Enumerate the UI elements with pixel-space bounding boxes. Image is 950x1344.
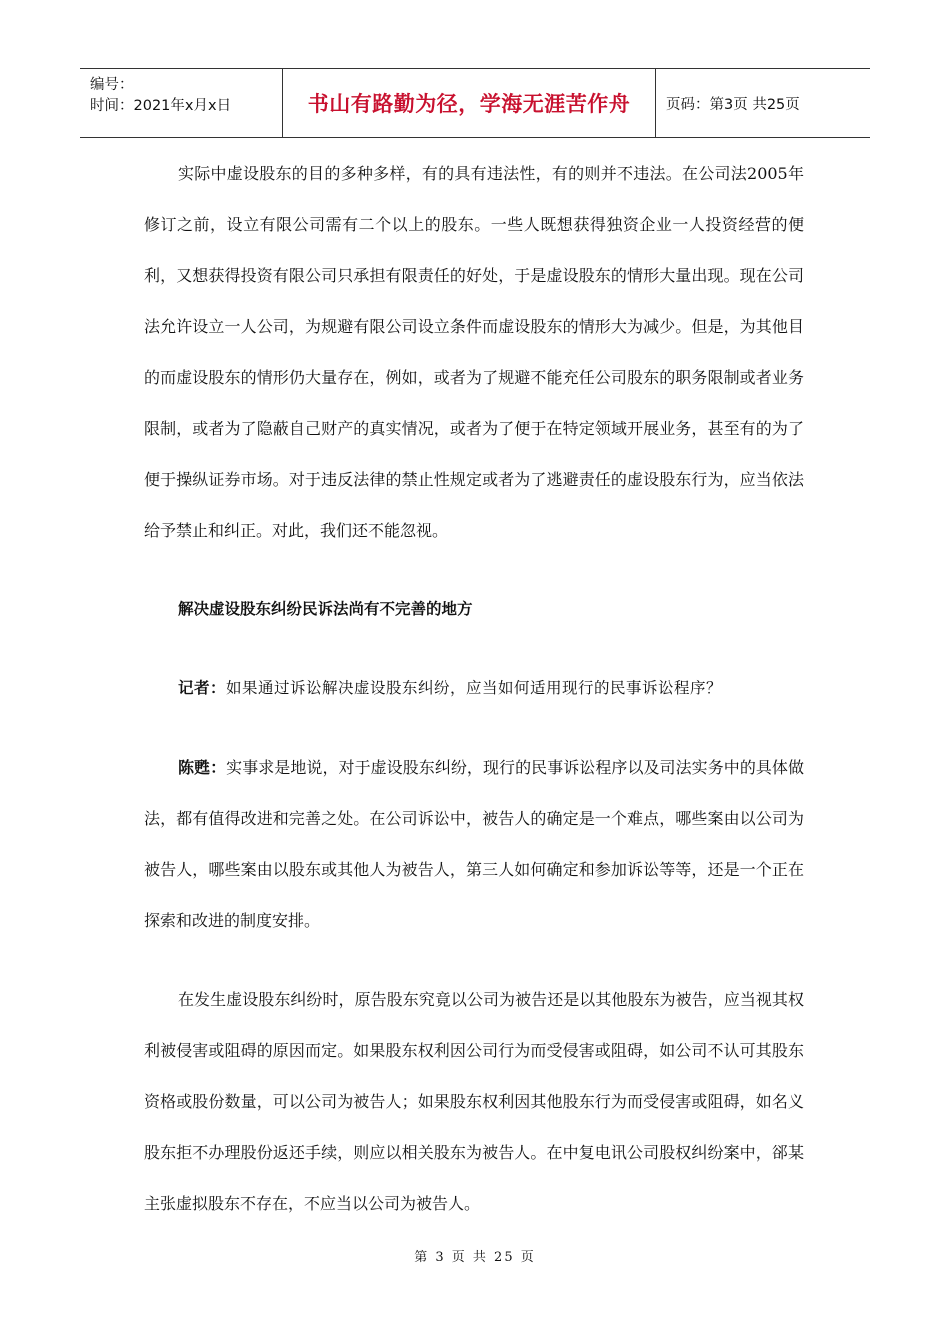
paragraph-1: 实际中虚设股东的目的多种多样，有的具有违法性，有的则并不违法。在公司法2005年修订之前，设立有限公司需有二个以上的股东。一些人既想获得独资企业一人投资经营的便利，又想获得投资有限公司只承担有限责任的好处，于是虚设股东的情形大量出现。现在公司法允许设立一人公司，为规避有限公司设立条件而虚设股东的情形大为减少。但是，为其他目的而虚设股东的情形仍大量存在，例如，或者为了规避不能充任公司股东的职务限制或者业务限制，或者为了隐蔽自己财产的真实情况，或者为了便于在特定领域开展业务，甚至有的为了便于操纵证券市场。对于违反法律的禁止性规定或者为了逃避责任的虚设股东行为，应当依法给予禁止和纠正。对此，我们还不能忽视。 bbox=[144, 164, 804, 540]
answer-text: 实事求是地说，对于虚设股东纠纷，现行的民事诉讼程序以及司法实务中的具体做法，都有值得改进和完善之处。在公司诉讼中，被告人的确定是一个难点，哪些案由以公司为被告人，哪些案由以股东或其他人为被告人，第三人如何确定和参加诉讼等等，还是一个正在探索和改进的制度安排。 bbox=[144, 758, 804, 930]
answer-label: 陈甦： bbox=[178, 758, 227, 777]
header-motto: 书山有路勤为径，学海无涯苦作舟 bbox=[282, 69, 656, 137]
answer-paragraph bbox=[144, 742, 804, 946]
header-page-label: 页码：第3页 共25页 bbox=[666, 96, 800, 113]
number-label: 编号： bbox=[90, 77, 134, 93]
time-label: 时间：2021年x月x日 bbox=[90, 98, 232, 114]
reporter-question bbox=[144, 663, 804, 714]
page-footer: 第 3 页 共 25 页 bbox=[414, 1250, 536, 1265]
question-text: 如果通过诉讼解决虚设股东纠纷，应当如何适用现行的民事诉讼程序？ bbox=[226, 679, 723, 697]
paragraph-2: 在发生虚设股东纠纷时，原告股东究竟以公司为被告还是以其他股东为被告，应当视其权利被侵害或阻碍的原因而定。如果股东权利因公司行为而受侵害或阻碍，如公司不认可其股东资格或股份数量，可以公司为被告人；如果股东权利因其他股东行为而受侵害或阻碍，如名义股东拒不办理股份返还手续，则应以相关股东为被告人。在中复电讯公司股权纠纷案中，郤某主张虚拟股东不存在，不应当以公司为被告人。 bbox=[144, 990, 804, 1213]
header-info bbox=[80, 69, 282, 137]
document-body bbox=[144, 148, 804, 1229]
reporter-label: 记者： bbox=[178, 679, 227, 697]
page-header bbox=[80, 68, 870, 138]
section-heading: 解决虚设股东纠纷民诉法尚有不完善的地方 bbox=[178, 600, 473, 618]
